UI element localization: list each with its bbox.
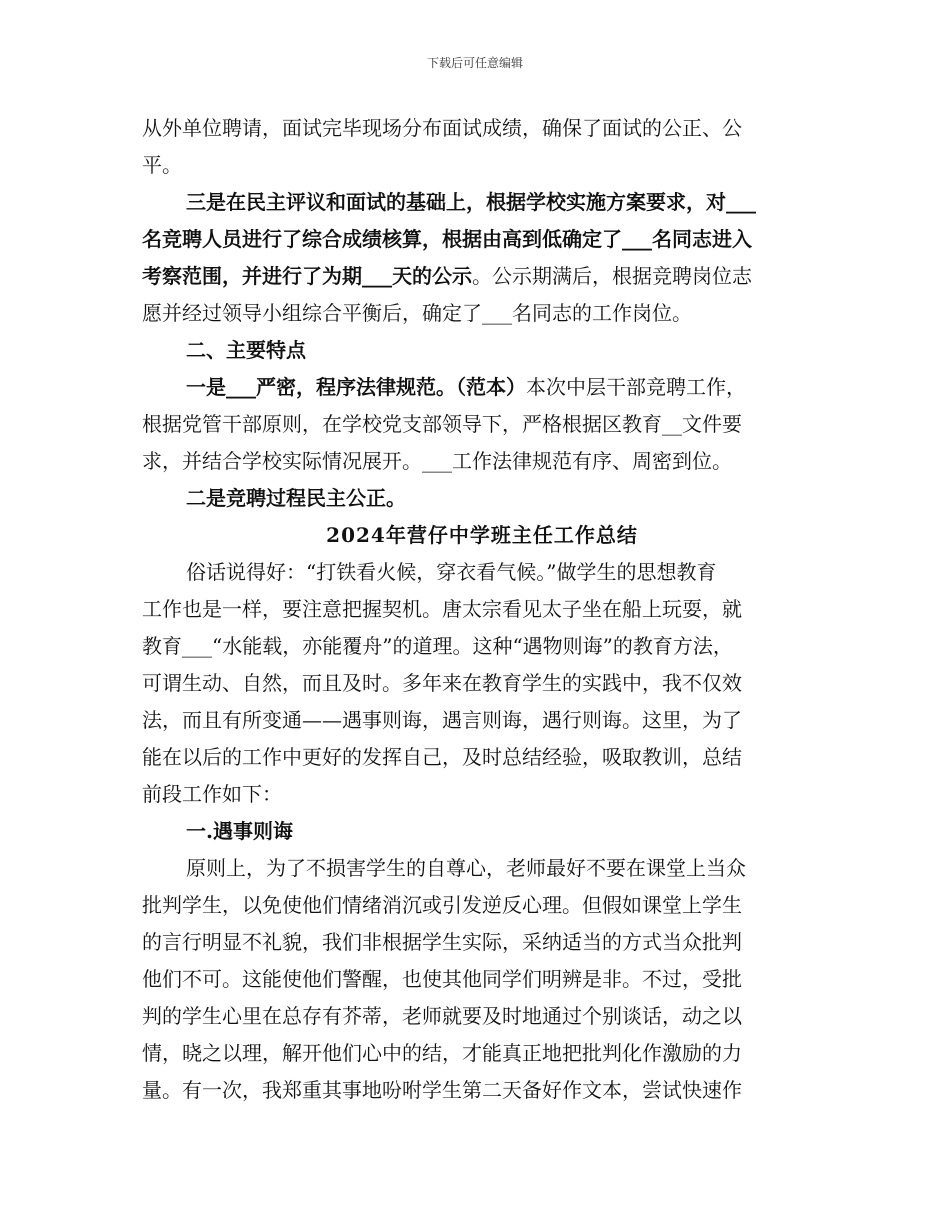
- section-heading: 二、主要特点: [186, 338, 306, 362]
- paragraph-line: 名竞聘人员进行了综合成绩核算，根据由高到低确定了___名同志进入: [142, 227, 752, 251]
- paragraph-line: 他们不可。这能使他们警醒，也使其他同学们明辨是非。不过，受批: [142, 967, 742, 991]
- paragraph-line: 教育___“水能载，亦能覆舟”的道理。这种“遇物则诲”的教育方法，: [142, 634, 733, 658]
- paragraph-line: 求，并结合学校实际情况展开。___工作法律规范有序、周密到位。: [142, 449, 732, 473]
- paragraph-line: 从外单位聘请，面试完毕现场分布面试成绩，确保了面试的公正、公: [142, 116, 742, 140]
- paragraph-line: 可谓生动、自然，而且及时。多年来在教育学生的实践中，我不仅效: [142, 671, 742, 695]
- document-body: [142, 110, 822, 1109]
- paragraph-line: 工作也是一样，要注意把握契机。唐太宗看见太子坐在船上玩耍，就: [142, 597, 742, 621]
- paragraph-line: 平。: [142, 153, 182, 177]
- paragraph-line: [142, 369, 822, 406]
- paragraph-line: 二是竞聘过程民主公正。: [186, 486, 406, 510]
- paragraph-line: 判的学生心里在总存有芥蒂，老师就要及时地通过个别谈话，动之以: [142, 1004, 742, 1028]
- plain-text: 。公示期满后，根据竞聘岗位志: [472, 264, 752, 288]
- bold-text: 考察范围，并进行了为期___天的公示: [142, 264, 472, 288]
- section-heading: 一.遇事则诲: [186, 819, 293, 843]
- document-title: 2024年营仔中学班主任工作总结: [326, 523, 638, 547]
- paragraph-line: 批判学生，以免使他们情绪消沉或引发逆反心理。但假如课堂上学生: [142, 893, 742, 917]
- plain-text: 本次中层干部竞聘工作，: [526, 375, 746, 399]
- paragraph-line: 愿并经过领导小组综合平衡后，确定了___名同志的工作岗位。: [142, 301, 692, 325]
- paragraph-line: 能在以后的工作中更好的发挥自己，及时总结经验，吸取教训，总结: [142, 745, 742, 769]
- paragraph-line: 情，晓之以理，解开他们心中的结，才能真正地把批判化作激励的力: [142, 1041, 742, 1065]
- paragraph-line: 原则上，为了不损害学生的自尊心，老师最好不要在课堂上当众: [186, 856, 746, 880]
- paragraph-line: 法，而且有所变通——遇事则诲，遇言则诲，遇行则诲。这里，为了: [142, 708, 742, 732]
- paragraph-line: 俗话说得好：“打铁看火候，穿衣看气候。”做学生的思想教育: [186, 560, 717, 584]
- paragraph-line: 量。有一次，我郑重其事地吩咐学生第二天备好作文本，尝试快速作: [142, 1078, 742, 1102]
- bold-text: 一是___严密，程序法律规范。（范本）: [186, 375, 526, 399]
- paragraph-line: 前段工作如下：: [142, 782, 282, 806]
- page-header: 下载后可任意编辑: [426, 56, 523, 70]
- paragraph-line: [142, 258, 822, 295]
- paragraph-line: 的言行明显不礼貌，我们非根据学生实际，采纳适当的方式当众批判: [142, 930, 742, 954]
- paragraph-line: 三是在民主评议和面试的基础上，根据学校实施方案要求，对___: [186, 190, 756, 214]
- paragraph-line: 根据党管干部原则，在学校党支部领导下，严格根据区教育__文件要: [142, 412, 742, 436]
